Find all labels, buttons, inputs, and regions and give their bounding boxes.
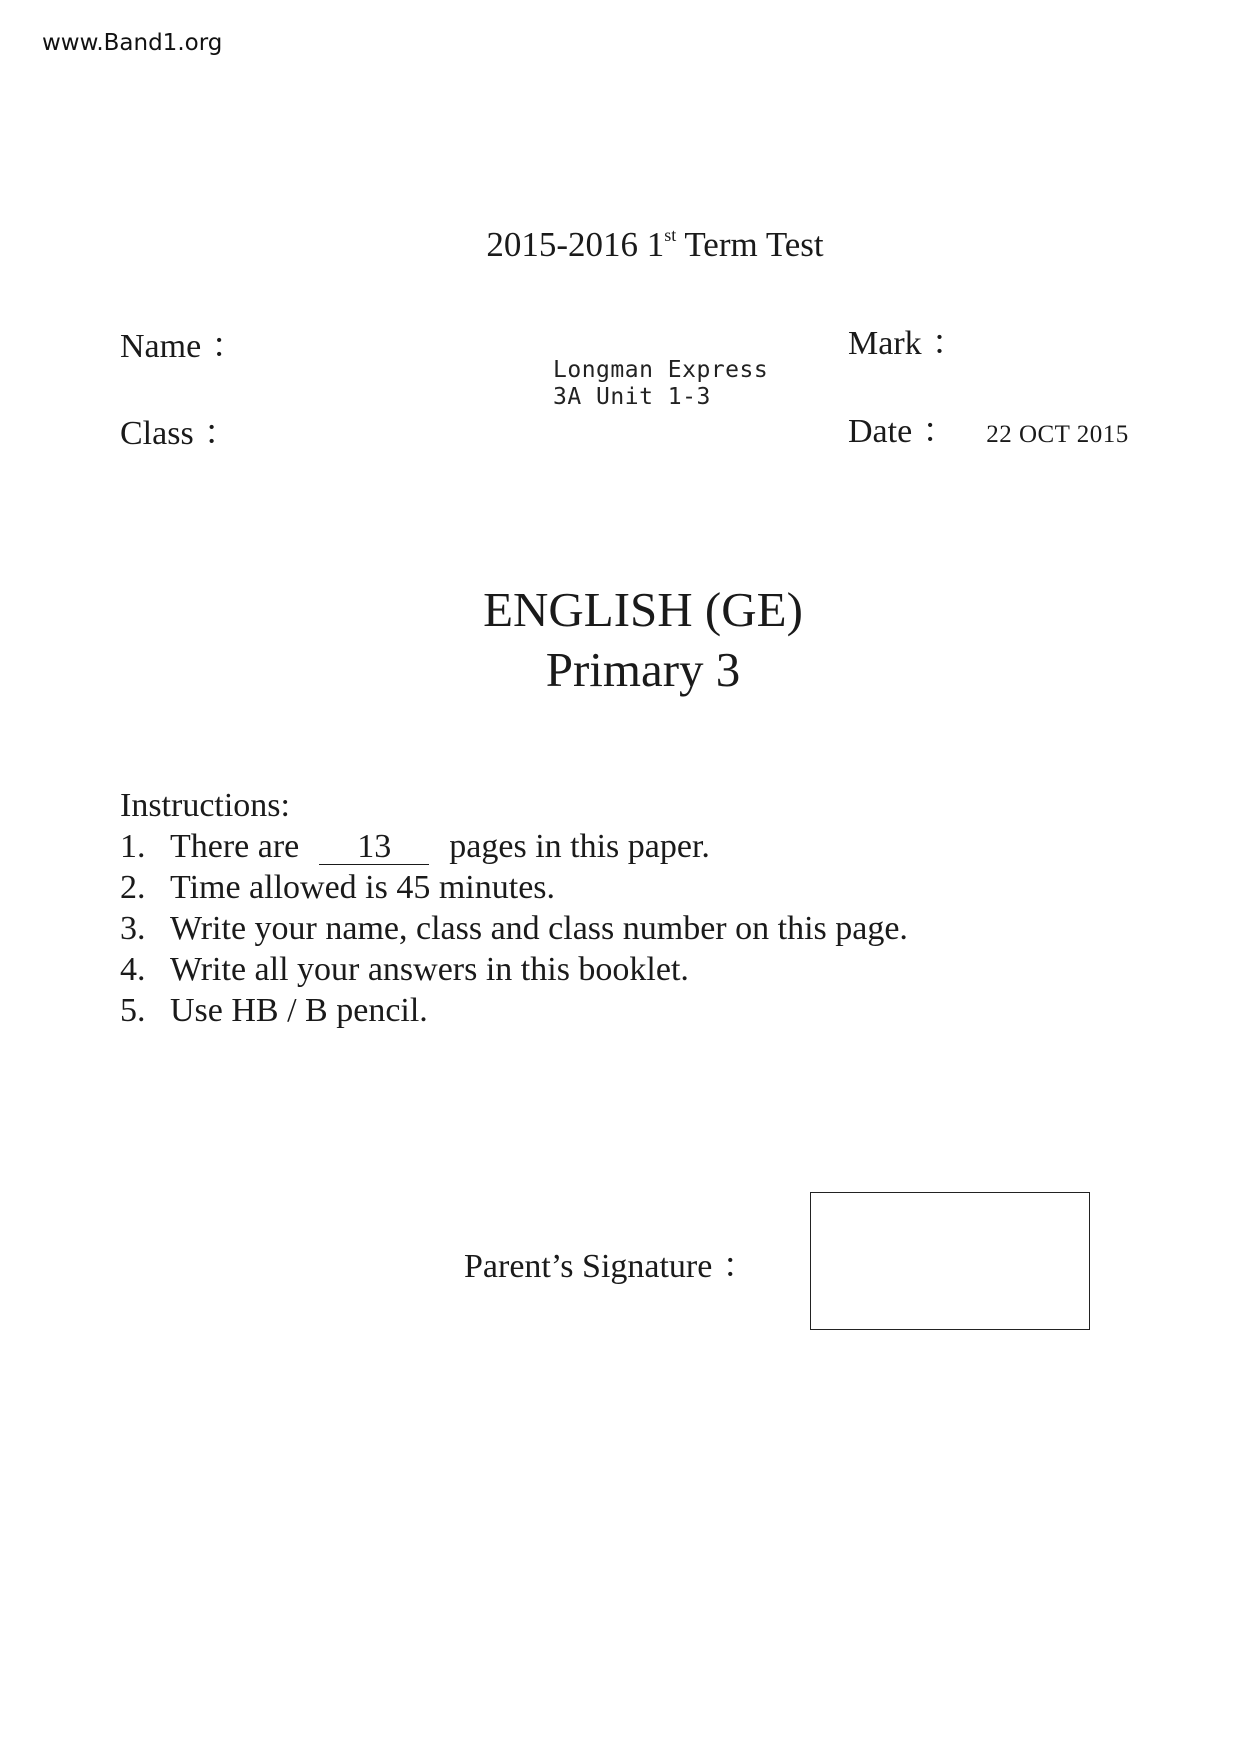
- instruction-text: Use HB / B pencil.: [170, 992, 428, 1029]
- instruction-text: Write your name, class and class number on this page.: [170, 910, 908, 947]
- name-field: [120, 318, 245, 367]
- instruction-item: [120, 908, 908, 949]
- date-label: Date: [848, 413, 913, 450]
- textbook-reference: [553, 357, 768, 411]
- term-title: [0, 225, 1240, 265]
- textbook-title: Longman Express: [553, 357, 769, 383]
- name-colon: ：: [211, 328, 246, 365]
- instruction-number: 5.: [120, 992, 146, 1029]
- term-year: 2015-2016 1: [486, 225, 665, 264]
- parent-signature-label: [464, 1238, 756, 1287]
- signature-label-text: Parent’s Signature: [464, 1248, 713, 1285]
- subject-heading: [0, 580, 1240, 700]
- instruction-item: [120, 826, 908, 867]
- instruction-text: Write all your answers in this booklet.: [170, 951, 689, 988]
- page-count-blank: 13: [319, 830, 429, 865]
- instruction-text: [170, 826, 710, 867]
- instruction-item: [120, 990, 908, 1031]
- instruction-text-before: There are: [170, 828, 300, 865]
- instruction-number: 1.: [120, 828, 146, 865]
- class-field: [120, 405, 238, 454]
- instruction-item: [120, 867, 908, 908]
- instruction-number: 4.: [120, 951, 146, 988]
- mark-field: [848, 315, 966, 364]
- subject-title: ENGLISH (GE): [483, 582, 803, 637]
- instruction-text: Time allowed is 45 minutes.: [170, 869, 556, 906]
- date-field: [848, 403, 1129, 452]
- class-label: Class: [120, 415, 194, 452]
- instructions-list: [120, 826, 908, 1031]
- instruction-number: 2.: [120, 869, 146, 906]
- name-label: Name: [120, 328, 202, 365]
- signature-colon: ：: [722, 1248, 757, 1285]
- term-ordinal-suffix: st: [664, 225, 677, 245]
- instruction-item: [120, 949, 908, 990]
- textbook-unit: 3A Unit 1-3: [553, 384, 711, 410]
- mark-label: Mark: [848, 325, 922, 362]
- term-name: Term Test: [676, 225, 824, 264]
- instruction-text-after: pages in this paper.: [449, 828, 710, 865]
- class-colon: ：: [203, 415, 238, 452]
- instruction-number: 3.: [120, 910, 146, 947]
- date-colon: ：: [922, 413, 957, 450]
- instructions-section: [120, 785, 908, 1031]
- mark-colon: ：: [931, 325, 966, 362]
- watermark-url: www.Band1.org: [42, 30, 223, 56]
- instructions-heading: Instructions:: [120, 787, 290, 824]
- subject-level: Primary 3: [545, 642, 741, 697]
- parent-signature-box: [810, 1192, 1090, 1330]
- date-value: 22 OCT 2015: [986, 421, 1129, 448]
